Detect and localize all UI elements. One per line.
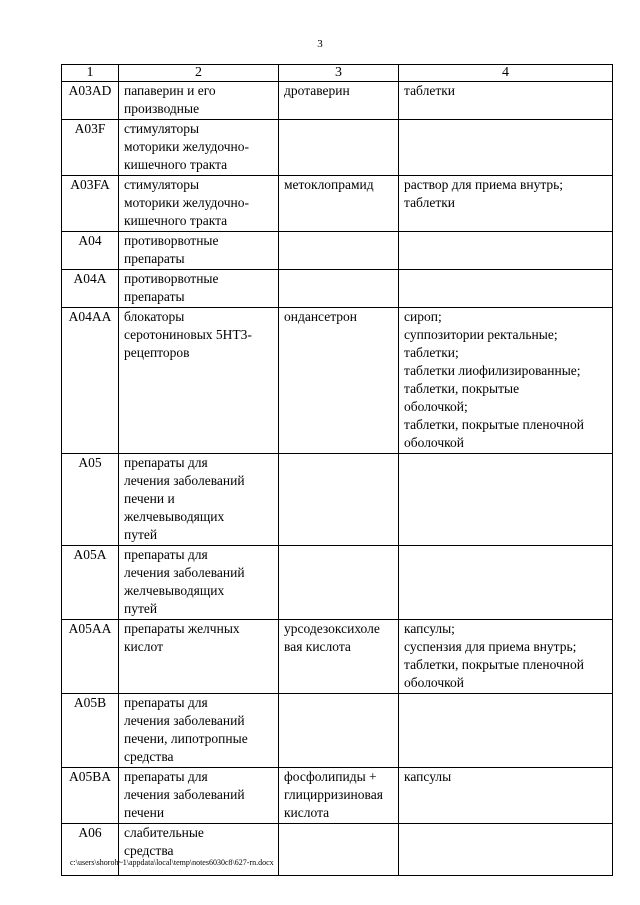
- column-header: 4: [399, 65, 613, 82]
- group-cell: [119, 824, 279, 876]
- group-cell: [119, 768, 279, 824]
- table-row: [62, 768, 613, 824]
- substance-cell: [279, 768, 399, 824]
- cell-text-line: производные: [124, 101, 200, 116]
- column-header: 2: [119, 65, 279, 82]
- forms-cell: [399, 454, 613, 546]
- cell-text-line: таблетки, покрытые пленочной: [404, 417, 585, 432]
- table-header-row: [62, 65, 613, 82]
- cell-text-line: желчевыводящих: [124, 509, 225, 524]
- table-row: [62, 620, 613, 694]
- substance-cell: [279, 270, 399, 308]
- footer-file-path: c:\users\shoroh~1\appdata\local\temp\notes6030c8\627-rn.docx: [70, 858, 274, 867]
- substance-cell: [279, 120, 399, 176]
- cell-text-line: капсулы: [404, 769, 452, 784]
- code-cell: [62, 82, 119, 120]
- cell-text-line: суппозитории ректальные;: [404, 327, 558, 342]
- substance-cell: [279, 824, 399, 876]
- code-cell: [62, 120, 119, 176]
- forms-cell: [399, 768, 613, 824]
- atc-code: A05: [78, 455, 102, 470]
- forms-cell: [399, 120, 613, 176]
- group-cell: [119, 176, 279, 232]
- substance-cell: [279, 694, 399, 768]
- atc-code: A05A: [73, 547, 107, 562]
- column-header: 3: [279, 65, 399, 82]
- substance-cell: [279, 308, 399, 454]
- cell-text-line: кишечного тракта: [124, 213, 228, 228]
- cell-text-line: препараты: [124, 289, 185, 304]
- group-cell: [119, 308, 279, 454]
- substance-cell: [279, 454, 399, 546]
- table-row: [62, 232, 613, 270]
- forms-cell: [399, 308, 613, 454]
- cell-text-line: противорвотные: [124, 233, 219, 248]
- cell-text-line: печени, липотропные: [124, 731, 248, 746]
- forms-cell: [399, 82, 613, 120]
- group-cell: [119, 82, 279, 120]
- table-row: [62, 82, 613, 120]
- cell-text-line: кислот: [124, 639, 163, 654]
- cell-text-line: таблетки: [404, 83, 456, 98]
- cell-text-line: путей: [124, 527, 158, 542]
- code-cell: [62, 308, 119, 454]
- substance-cell: [279, 232, 399, 270]
- forms-cell: [399, 546, 613, 620]
- atc-code: A03AD: [68, 83, 112, 98]
- cell-text-line: путей: [124, 601, 158, 616]
- substance-cell: [279, 546, 399, 620]
- cell-text-line: желчевыводящих: [124, 583, 225, 598]
- code-cell: [62, 620, 119, 694]
- code-cell: [62, 454, 119, 546]
- cell-text-line: метоклопрамид: [284, 177, 374, 192]
- substance-cell: [279, 620, 399, 694]
- code-cell: [62, 546, 119, 620]
- cell-text-line: стимуляторы: [124, 177, 200, 192]
- cell-text-line: препараты для: [124, 769, 208, 784]
- forms-cell: [399, 270, 613, 308]
- cell-text-line: блокаторы: [124, 309, 185, 324]
- cell-text-line: лечения заболеваний: [124, 787, 245, 802]
- page-number: 3: [317, 38, 323, 50]
- cell-text-line: оболочкой;: [404, 399, 468, 414]
- table-body: [62, 82, 613, 876]
- cell-text-line: ондансетрон: [284, 309, 357, 324]
- forms-cell: [399, 176, 613, 232]
- cell-text-line: суспензия для приема внутрь;: [404, 639, 577, 654]
- table-row: [62, 176, 613, 232]
- cell-text-line: средства: [124, 749, 174, 764]
- cell-text-line: фосфолипиды +: [284, 769, 377, 784]
- group-cell: [119, 620, 279, 694]
- atc-code: A04AA: [68, 309, 112, 324]
- cell-text-line: кислота: [284, 805, 330, 820]
- cell-text-line: печени: [124, 805, 165, 820]
- atc-code: A04: [78, 233, 102, 248]
- cell-text-line: лечения заболеваний: [124, 473, 245, 488]
- column-header: 1: [62, 65, 119, 82]
- group-cell: [119, 694, 279, 768]
- table-row: [62, 120, 613, 176]
- atc-code: A03F: [74, 121, 106, 136]
- group-cell: [119, 120, 279, 176]
- cell-text-line: печени и: [124, 491, 175, 506]
- code-cell: [62, 270, 119, 308]
- code-cell: [62, 824, 119, 876]
- cell-text-line: кишечного тракта: [124, 157, 228, 172]
- atc-code: A05AA: [68, 621, 112, 636]
- code-cell: [62, 232, 119, 270]
- cell-text-line: рецепторов: [124, 345, 190, 360]
- drug-table: [61, 64, 613, 876]
- cell-text-line: сироп;: [404, 309, 442, 324]
- cell-text-line: оболочкой: [404, 435, 464, 450]
- cell-text-line: папаверин и его: [124, 83, 216, 98]
- substance-cell: [279, 176, 399, 232]
- substance-cell: [279, 82, 399, 120]
- cell-text-line: таблетки: [404, 195, 456, 210]
- atc-code: A05BA: [68, 769, 111, 784]
- group-cell: [119, 546, 279, 620]
- cell-text-line: таблетки, покрытые пленочной: [404, 657, 585, 672]
- cell-text-line: вая кислота: [284, 639, 351, 654]
- cell-text-line: лечения заболеваний: [124, 713, 245, 728]
- cell-text-line: глицирризиновая: [284, 787, 383, 802]
- table-row: [62, 270, 613, 308]
- cell-text-line: серотониновых 5HT3-: [124, 327, 252, 342]
- cell-text-line: противорвотные: [124, 271, 219, 286]
- atc-code: A06: [78, 825, 102, 840]
- table-row: [62, 308, 613, 454]
- cell-text-line: средства: [124, 843, 174, 858]
- atc-code: A03FA: [70, 177, 110, 192]
- forms-cell: [399, 824, 613, 876]
- atc-code: A04A: [73, 271, 107, 286]
- cell-text-line: раствор для приема внутрь;: [404, 177, 564, 192]
- cell-text-line: препараты: [124, 251, 185, 266]
- atc-code: A05B: [73, 695, 107, 710]
- code-cell: [62, 694, 119, 768]
- group-cell: [119, 232, 279, 270]
- cell-text-line: моторики желудочно-: [124, 139, 250, 154]
- cell-text-line: таблетки;: [404, 345, 459, 360]
- cell-text-line: таблетки, покрытые: [404, 381, 520, 396]
- group-cell: [119, 454, 279, 546]
- code-cell: [62, 176, 119, 232]
- cell-text-line: стимуляторы: [124, 121, 200, 136]
- forms-cell: [399, 620, 613, 694]
- cell-text-line: дротаверин: [284, 83, 350, 98]
- forms-cell: [399, 232, 613, 270]
- table-row: [62, 454, 613, 546]
- table-row: [62, 824, 613, 876]
- cell-text-line: оболочкой: [404, 675, 464, 690]
- group-cell: [119, 270, 279, 308]
- cell-text-line: таблетки лиофилизированные;: [404, 363, 581, 378]
- table-row: [62, 546, 613, 620]
- table-row: [62, 694, 613, 768]
- cell-text-line: препараты для: [124, 455, 208, 470]
- cell-text-line: слабительные: [124, 825, 204, 840]
- forms-cell: [399, 694, 613, 768]
- cell-text-line: препараты желчных: [124, 621, 240, 636]
- cell-text-line: капсулы;: [404, 621, 455, 636]
- cell-text-line: моторики желудочно-: [124, 195, 250, 210]
- code-cell: [62, 768, 119, 824]
- cell-text-line: лечения заболеваний: [124, 565, 245, 580]
- cell-text-line: препараты для: [124, 547, 208, 562]
- cell-text-line: урсодезоксихоле: [284, 621, 380, 636]
- cell-text-line: препараты для: [124, 695, 208, 710]
